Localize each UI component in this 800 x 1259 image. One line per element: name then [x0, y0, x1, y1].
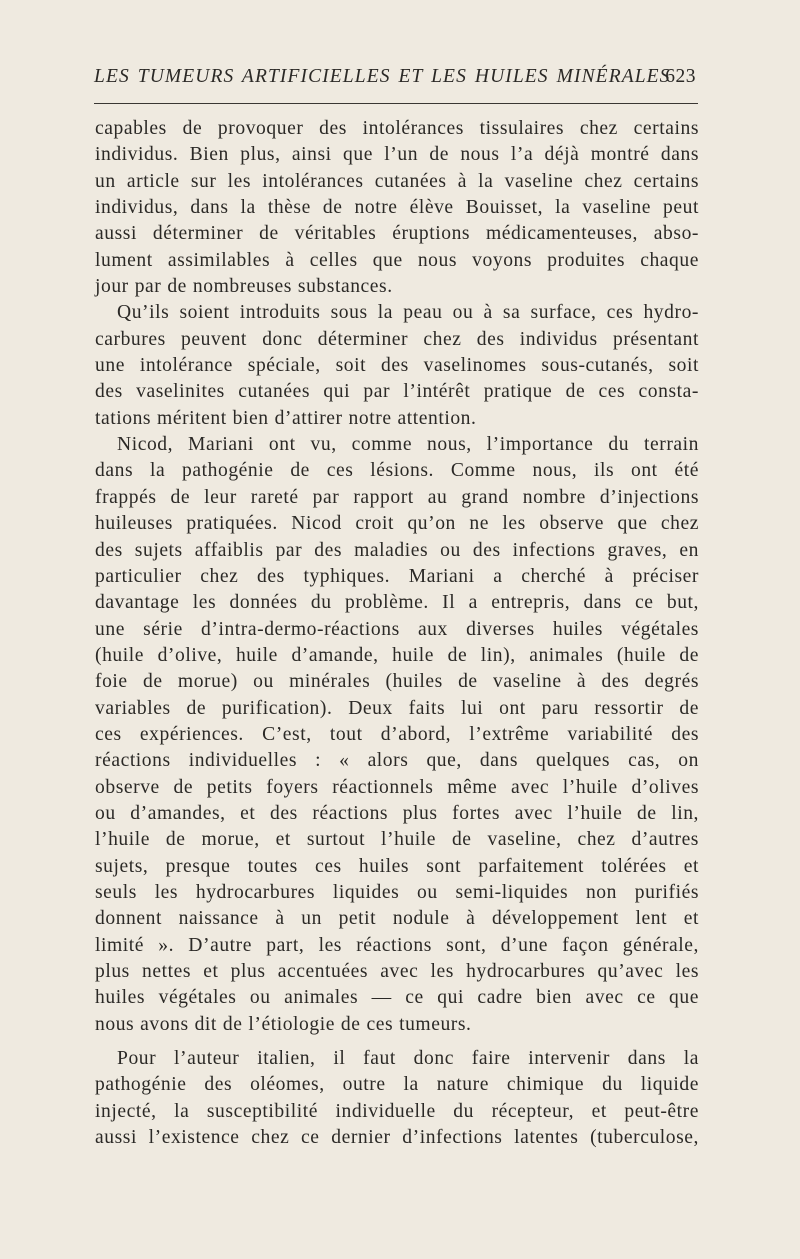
- running-head: [94, 66, 696, 96]
- text-line: Qu’ils soient introduits sous la peau ou à sa surface, ces hydro-: [117, 302, 699, 324]
- text-line: frappés de leur rareté par rapport au grand nombre d’injections: [95, 486, 699, 508]
- text-line: (huile d’olive, huile d’amande, huile de lin), animales (huile de: [95, 644, 699, 666]
- text-line: dans la pathogénie de ces lésions. Comme nous, ils ont été: [95, 460, 699, 482]
- text-line: ces expériences. C’est, tout d’abord, l’extrême variabilité des: [95, 723, 699, 745]
- text-line: l’huile de morue, et surtout l’huile de vaseline, chez d’autres: [95, 829, 699, 851]
- text-line: plus nettes et plus accentuées avec les hydrocarbures qu’avec les: [95, 961, 699, 982]
- body-text: [95, 116, 699, 1151]
- text-line: des vaselinites cutanées qui par l’intérêt pratique de ces consta-: [95, 381, 699, 403]
- paragraph-1: [95, 116, 699, 300]
- text-line: injecté, la susceptibilité individuelle du récepteur, et peut-être: [95, 1100, 699, 1122]
- text-line: jour par de nombreuses substances.: [95, 276, 393, 298]
- text-line: carbures peuvent donc déterminer chez des individus présentant: [95, 328, 699, 350]
- text-line: capables de provoquer des intolérances tissulaires chez certains: [95, 118, 699, 139]
- text-line: particulier chez des typhiques. Mariani a cherché à préciser: [95, 565, 699, 587]
- text-line: limité ». D’autre part, les réactions sont, d’une façon générale,: [95, 934, 699, 956]
- paragraph-3: [95, 432, 699, 1038]
- text-line: tations méritent bien d’attirer notre attention.: [95, 407, 477, 429]
- text-line: aussi déterminer de véritables éruptions médicamenteuses, abso-: [95, 223, 699, 245]
- text-line: lument assimilables à celles que nous voyons produites chaque: [95, 249, 699, 271]
- text-line: une intolérance spéciale, soit des vaselinomes sous-cutanés, soit: [95, 355, 699, 377]
- text-line: sujets, presque toutes ces huiles sont parfaitement tolérées et: [95, 855, 699, 877]
- text-line: observe de petits foyers réactionnels même avec l’huile d’olives: [95, 776, 699, 798]
- text-line: Nicod, Mariani ont vu, comme nous, l’importance du terrain: [117, 434, 699, 456]
- text-line: nous avons dit de l’étiologie de ces tumeurs.: [95, 1013, 472, 1035]
- text-line: individus. Bien plus, ainsi que l’un de nous l’a déjà montré dans: [95, 144, 699, 166]
- paragraph-2: [95, 300, 699, 432]
- text-line: une série d’intra-dermo-réactions aux diverses huiles végétales: [95, 618, 699, 640]
- text-line: aussi l’existence chez ce dernier d’infections latentes (tuberculose,: [95, 1127, 699, 1149]
- text-line: des sujets affaiblis par des maladies ou des infections graves, en: [95, 539, 699, 561]
- running-title: LES TUMEURS ARTIFICIELLES ET LES HUILES MINÉRALES: [94, 66, 671, 87]
- text-line: donnent naissance à un petit nodule à développement lent et: [95, 908, 699, 930]
- text-line: foie de morue) ou minérales (huiles de vaseline à des degrés: [95, 671, 699, 693]
- paragraph-gap: [95, 1038, 699, 1046]
- text-line: davantage les données du problème. Il a entrepris, dans ce but,: [95, 592, 699, 614]
- paragraph-4: [95, 1046, 699, 1151]
- page-number: 623: [665, 66, 696, 87]
- text-line: variables de purification). Deux faits lui ont paru ressortir de: [95, 697, 699, 719]
- text-line: seuls les hydrocarbures liquides ou semi-liquides non purifiés: [95, 881, 699, 903]
- text-line: huiles végétales ou animales — ce qui cadre bien avec ce que: [95, 987, 699, 1009]
- text-line: individus, dans la thèse de notre élève Bouisset, la vaseline peut: [95, 197, 699, 219]
- text-line: huileuses pratiquées. Nicod croit qu’on ne les observe que chez: [95, 513, 699, 535]
- text-line: pathogénie des oléomes, outre la nature chimique du liquide: [95, 1074, 699, 1096]
- text-line: un article sur les intolérances cutanées à la vaseline chez certains: [95, 170, 699, 192]
- text-line: Pour l’auteur italien, il faut donc faire intervenir dans la: [117, 1048, 699, 1070]
- text-line: réactions individuelles : « alors que, dans quelques cas, on: [95, 750, 699, 772]
- text-line: ou d’amandes, et des réactions plus fortes avec l’huile de lin,: [95, 802, 699, 824]
- header-rule: [94, 103, 698, 104]
